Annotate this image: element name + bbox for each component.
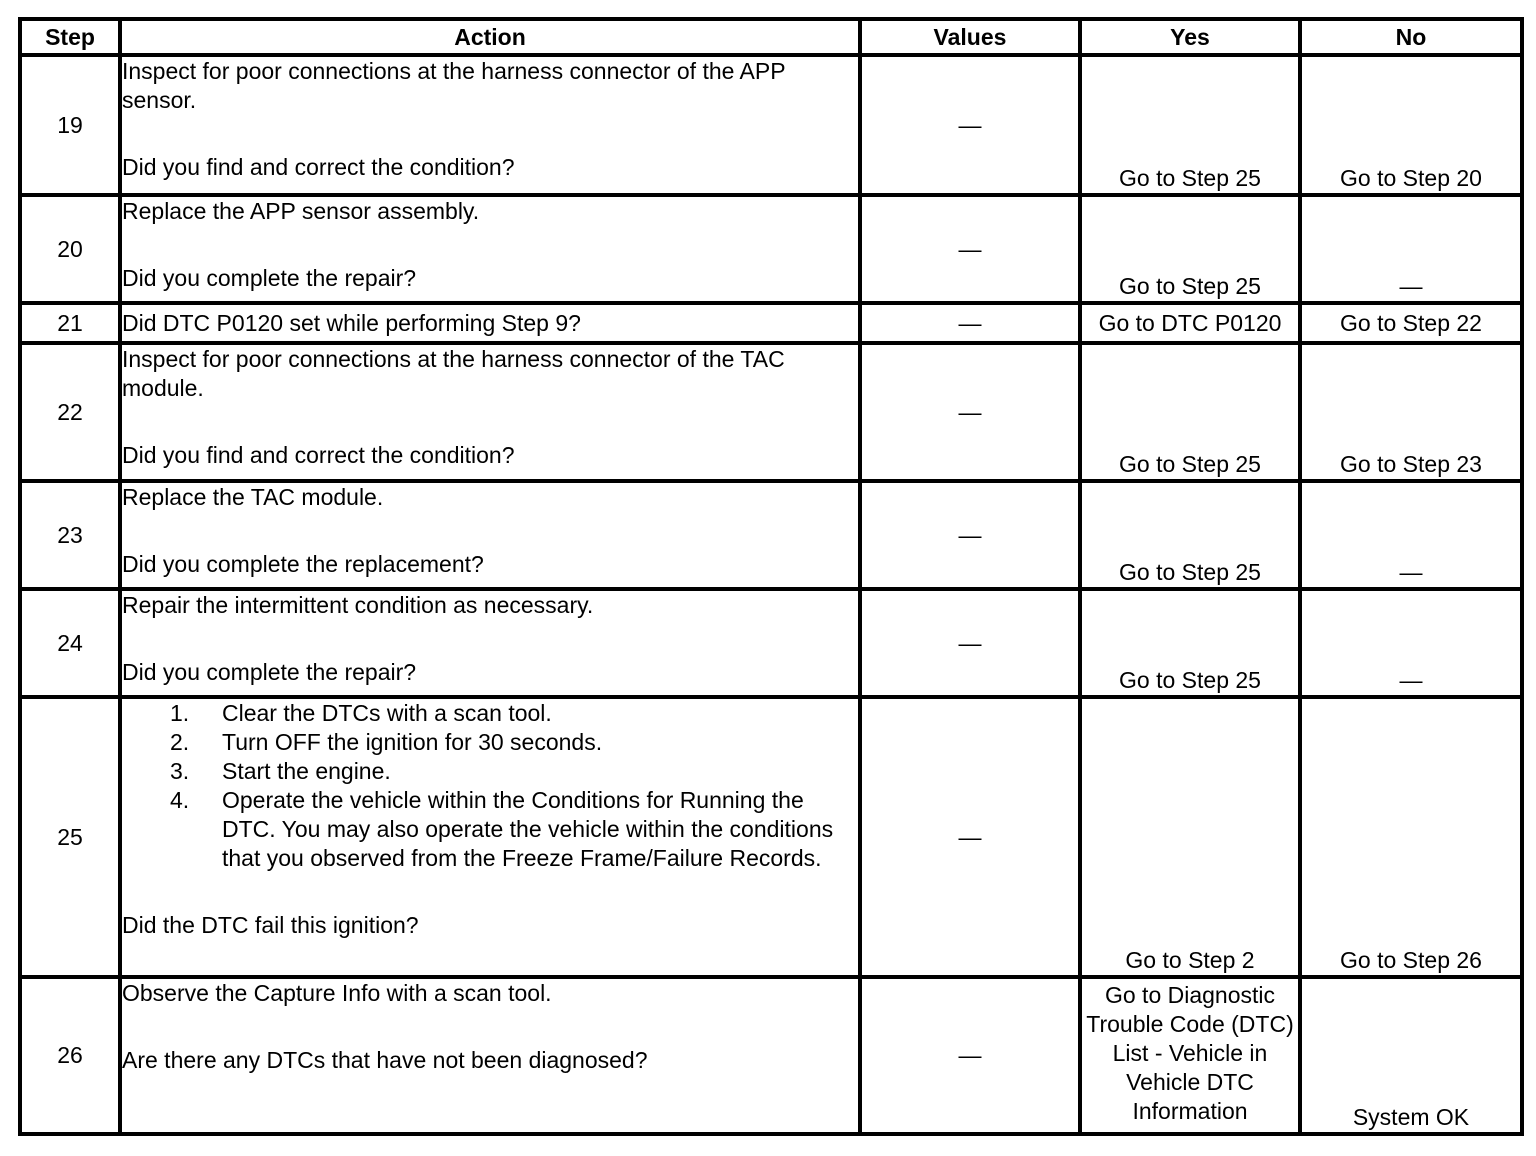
action-cell <box>120 55 860 195</box>
no-cell: — <box>1300 481 1522 589</box>
substep-text: Clear the DTCs with a scan tool. <box>222 700 552 726</box>
substep-number: 2. <box>170 729 190 755</box>
header-row <box>20 19 1522 55</box>
action-text: Inspect for poor connections at the harness connector of the APP sensor. <box>122 58 786 113</box>
header-step: Step <box>20 19 120 55</box>
list-item <box>122 757 858 786</box>
action-cell <box>120 343 860 481</box>
table-row <box>20 195 1522 303</box>
step-number: 24 <box>20 589 120 697</box>
substep-list <box>122 699 858 873</box>
substep-text: Turn OFF the ignition for 30 seconds. <box>222 729 603 755</box>
action-cell <box>120 303 860 343</box>
values-cell: — <box>860 481 1080 589</box>
action-question: Did you find and correct the condition? <box>122 442 515 468</box>
action-question: Did you complete the repair? <box>122 659 417 685</box>
table-row <box>20 481 1522 589</box>
step-number: 21 <box>20 303 120 343</box>
action-text: Repair the intermittent condition as necessary. <box>122 592 594 618</box>
action-question: Did the DTC fail this ignition? <box>122 912 419 938</box>
table-row <box>20 55 1522 195</box>
list-item <box>122 728 858 757</box>
action-cell <box>120 481 860 589</box>
substep-text: Start the engine. <box>222 758 391 784</box>
substep-number: 4. <box>170 787 190 813</box>
no-cell: Go to Step 26 <box>1300 697 1522 977</box>
list-item <box>122 786 858 873</box>
step-number: 25 <box>20 697 120 977</box>
values-cell: — <box>860 697 1080 977</box>
no-cell: System OK <box>1300 977 1522 1134</box>
table-row <box>20 589 1522 697</box>
substep-text: Operate the vehicle within the Conditions for Running the DTC. You may also operate the vehicle within the conditions that you observed from the Freeze Frame/Failure Records. <box>222 787 834 871</box>
values-cell: — <box>860 303 1080 343</box>
no-cell: Go to Step 20 <box>1300 55 1522 195</box>
yes-cell: Go to Step 25 <box>1080 589 1300 697</box>
yes-cell: Go to Step 25 <box>1080 55 1300 195</box>
yes-cell: Go to Diagnostic Trouble Code (DTC) List - Vehicle in Vehicle DTC Information <box>1080 977 1300 1134</box>
action-text: Inspect for poor connections at the harness connector of the TAC module. <box>122 346 785 401</box>
step-number: 26 <box>20 977 120 1134</box>
values-cell: — <box>860 195 1080 303</box>
action-cell <box>120 697 860 977</box>
table-row <box>20 697 1522 977</box>
header-no: No <box>1300 19 1522 55</box>
header-yes: Yes <box>1080 19 1300 55</box>
step-number: 22 <box>20 343 120 481</box>
substep-number: 3. <box>170 758 190 784</box>
yes-cell: Go to Step 25 <box>1080 195 1300 303</box>
action-question: Did you complete the replacement? <box>122 551 484 577</box>
action-cell <box>120 195 860 303</box>
action-text: Replace the APP sensor assembly. <box>122 198 480 224</box>
values-cell: — <box>860 343 1080 481</box>
yes-cell: Go to DTC P0120 <box>1080 303 1300 343</box>
values-cell: — <box>860 977 1080 1134</box>
header-action: Action <box>120 19 860 55</box>
values-cell: — <box>860 589 1080 697</box>
yes-cell: Go to Step 25 <box>1080 481 1300 589</box>
header-values: Values <box>860 19 1080 55</box>
action-text: Observe the Capture Info with a scan tool. <box>122 980 552 1006</box>
no-cell: — <box>1300 589 1522 697</box>
action-question: Did you find and correct the condition? <box>122 154 515 180</box>
yes-cell: Go to Step 2 <box>1080 697 1300 977</box>
action-cell <box>120 589 860 697</box>
action-text: Did DTC P0120 set while performing Step 9? <box>122 309 581 336</box>
table-row <box>20 977 1522 1134</box>
step-number: 23 <box>20 481 120 589</box>
action-text: Replace the TAC module. <box>122 484 384 510</box>
no-cell: — <box>1300 195 1522 303</box>
table-row <box>20 343 1522 481</box>
substep-number: 1. <box>170 700 190 726</box>
no-cell: Go to Step 23 <box>1300 343 1522 481</box>
step-number: 19 <box>20 55 120 195</box>
values-cell: — <box>860 55 1080 195</box>
table-row <box>20 303 1522 343</box>
diagnostic-table <box>18 17 1524 1136</box>
action-cell <box>120 977 860 1134</box>
yes-cell: Go to Step 25 <box>1080 343 1300 481</box>
list-item <box>122 699 858 728</box>
action-question: Are there any DTCs that have not been diagnosed? <box>122 1047 648 1073</box>
step-number: 20 <box>20 195 120 303</box>
no-cell: Go to Step 22 <box>1300 303 1522 343</box>
action-question: Did you complete the repair? <box>122 265 417 291</box>
